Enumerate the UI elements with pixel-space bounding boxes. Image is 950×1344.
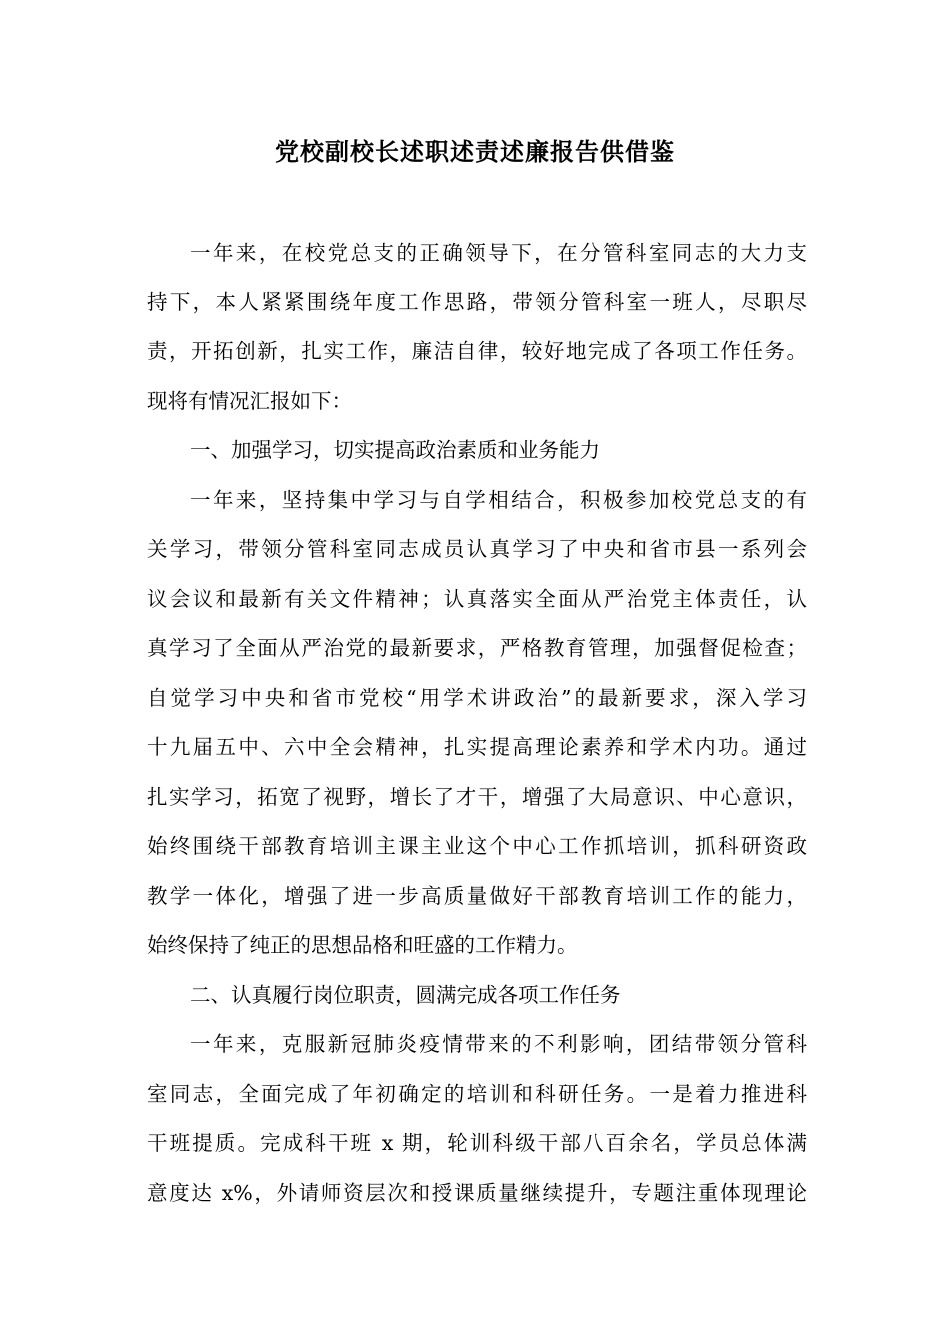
paragraph-line: 始终围绕干部教育培训主课主业这个中心工作抓培训，抓科研资政 [147,834,807,858]
paragraph-line: 教学一体化，增强了进一步高质量做好干部教育培训工作的能力， [147,884,807,908]
section-heading: 一、加强学习，切实提高政治素质和业务能力 [190,438,600,462]
paragraph-line: 真学习了全面从严治党的最新要求，严格教育管理，加强督促检查； [147,636,807,660]
paragraph-line: 干班提质。完成科干班 x 期，轮训科级干部八百余名，学员总体满 [147,1131,807,1155]
paragraph-line: 十九届五中、六中全会精神，扎实提高理论素养和学术内功。通过 [147,735,807,759]
paragraph-line: 自觉学习中央和省市党校“用学术讲政治”的最新要求，深入学习 [147,686,807,710]
paragraph-line: 扎实学习，拓宽了视野，增长了才干，增强了大局意识、中心意识， [147,785,807,809]
paragraph-line: 一年来，坚持集中学习与自学相结合，积极参加校党总支的有 [190,488,807,512]
paragraph-line: 室同志，全面完成了年初确定的培训和科研任务。一是着力推进科 [147,1082,807,1106]
paragraph-line: 始终保持了纯正的思想品格和旺盛的工作精力。 [147,933,578,957]
paragraph-line: 持下，本人紧紧围绕年度工作思路，带领分管科室一班人，尽职尽 [147,290,807,314]
paragraph-line: 现将有情况汇报如下： [147,389,352,413]
paragraph-line: 关学习，带领分管科室同志成员认真学习了中央和省市县一系列会 [147,537,807,561]
paragraph-line: 意度达 x%，外请师资层次和授课质量继续提升，专题注重体现理论 [147,1181,807,1205]
section-heading: 二、认真履行岗位职责，圆满完成各项工作任务 [190,983,621,1007]
document-title: 党校副校长述职述责述廉报告供借鉴 [275,137,675,166]
paragraph-line: 议会议和最新有关文件精神；认真落实全面从严治党主体责任，认 [147,587,807,611]
paragraph-line: 一年来，克服新冠肺炎疫情带来的不利影响，团结带领分管科 [190,1032,807,1056]
paragraph-line: 一年来，在校党总支的正确领导下，在分管科室同志的大力支 [190,241,807,265]
paragraph-line: 责，开拓创新，扎实工作，廉洁自律，较好地完成了各项工作任务。 [147,339,807,363]
